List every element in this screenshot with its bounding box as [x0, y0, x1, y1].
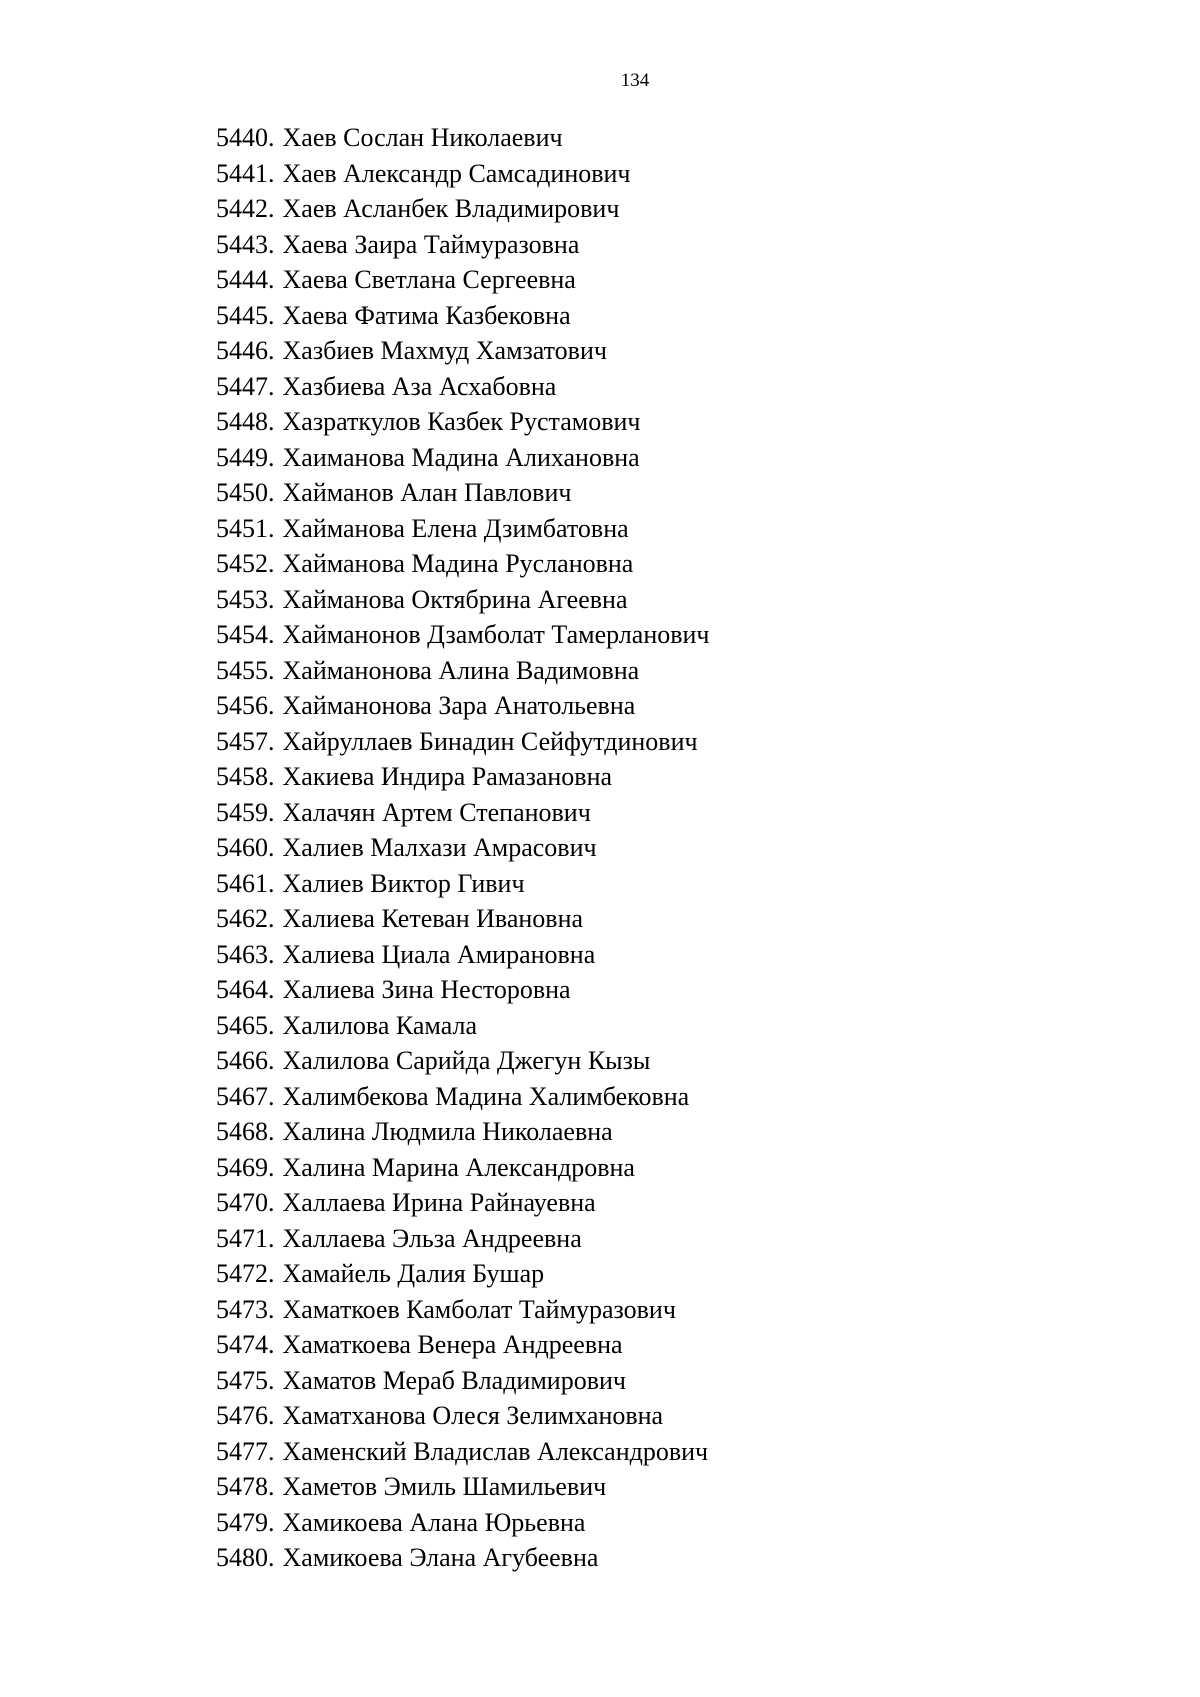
entry-name: Хайманонова Зара Анатольевна — [282, 691, 636, 720]
entry-number: 5472. — [216, 1259, 275, 1288]
list-item — [216, 511, 710, 547]
entry-name: Хаменский Владислав Александрович — [282, 1436, 709, 1466]
entry-number: 5468. — [216, 1117, 275, 1146]
list-item — [216, 546, 710, 582]
entry-number: 5473. — [216, 1294, 275, 1324]
entry-name: Хамайель Далия Бушар — [282, 1259, 545, 1288]
entry-number: 5462. — [216, 904, 275, 933]
list-item — [216, 475, 710, 511]
entry-number: 5460. — [216, 833, 275, 862]
entry-name: Халина Людмила Николаевна — [282, 1117, 613, 1146]
list-item — [216, 1469, 710, 1505]
entry-name: Хайманонов Дзамболат Тамерланович — [282, 620, 710, 649]
entry-name: Халиев Малхази Амрасович — [282, 833, 597, 862]
entry-name: Хамикоева Алана Юрьевна — [282, 1507, 586, 1537]
entry-number: 5459. — [216, 797, 275, 827]
entry-name: Халачян Артем Степанович — [282, 797, 591, 827]
list-item — [216, 1327, 710, 1363]
list-item — [216, 227, 710, 263]
entry-name: Халлаева Ирина Райнауевна — [282, 1188, 596, 1217]
entry-name: Хайманова Елена Дзимбатовна — [282, 513, 629, 543]
entry-name: Хаматханова Олеся Зелимхановна — [282, 1401, 664, 1430]
list-item — [216, 1363, 710, 1399]
entry-number: 5445. — [216, 300, 275, 330]
entry-name: Хайманов Алан Павлович — [282, 478, 572, 507]
entry-name: Хаматкоев Камболат Таймуразович — [282, 1294, 676, 1324]
entry-number: 5474. — [216, 1330, 275, 1359]
list-item — [216, 1434, 710, 1470]
entry-number: 5478. — [216, 1472, 275, 1501]
list-item — [216, 262, 710, 298]
entry-name: Халиева Зина Несторовна — [282, 975, 571, 1004]
entry-number: 5457. — [216, 726, 275, 756]
entry-number: 5447. — [216, 371, 275, 401]
entry-number: 5453. — [216, 584, 275, 614]
list-item — [216, 582, 710, 618]
entry-name: Халилова Камала — [282, 1010, 477, 1040]
list-item — [216, 1221, 710, 1257]
entry-name: Хаиманова Мадина Алихановна — [282, 442, 640, 472]
entry-name: Халимбекова Мадина Халимбековна — [282, 1081, 690, 1111]
entry-name: Хаметов Эмиль Шамильевич — [282, 1472, 607, 1501]
entry-number: 5479. — [216, 1507, 275, 1537]
entry-name: Хаматов Мераб Владимирович — [282, 1365, 626, 1395]
entry-number: 5442. — [216, 194, 275, 223]
entry-name: Халиева Циала Амирановна — [282, 939, 596, 969]
entry-name: Хазраткулов Казбек Рустамович — [282, 407, 641, 436]
list-item — [216, 1043, 710, 1079]
entry-number: 5470. — [216, 1188, 275, 1217]
entry-name: Хайманонова Алина Вадимовна — [282, 655, 640, 685]
entry-number: 5471. — [216, 1223, 275, 1253]
list-item — [216, 333, 710, 369]
entry-number: 5480. — [216, 1543, 275, 1572]
entry-name: Хайруллаев Бинадин Сейфутдинович — [282, 726, 698, 756]
list-item — [216, 1505, 710, 1541]
name-list — [216, 120, 710, 1576]
entry-number: 5477. — [216, 1436, 275, 1466]
page-number: 134 — [620, 70, 650, 91]
list-item — [216, 1079, 710, 1115]
entry-number: 5475. — [216, 1365, 275, 1395]
entry-name: Хаева Фатима Казбековна — [282, 300, 571, 330]
list-item — [216, 298, 710, 334]
list-item — [216, 1008, 710, 1044]
entry-name: Хаматкоева Венера Андреевна — [282, 1330, 623, 1359]
entry-number: 5476. — [216, 1401, 275, 1430]
list-item — [216, 901, 710, 937]
entry-number: 5464. — [216, 975, 275, 1004]
entry-number: 5467. — [216, 1081, 275, 1111]
entry-name: Халиев Виктор Гивич — [282, 868, 525, 898]
list-item — [216, 830, 710, 866]
list-item — [216, 795, 710, 831]
entry-name: Халилова Сарийда Джегун Кызы — [282, 1046, 651, 1075]
entry-name: Хаева Светлана Сергеевна — [282, 265, 576, 294]
entry-number: 5446. — [216, 336, 275, 365]
entry-number: 5452. — [216, 549, 275, 578]
list-item — [216, 1292, 710, 1328]
list-item — [216, 191, 710, 227]
list-item — [216, 1398, 710, 1434]
entry-number: 5461. — [216, 868, 275, 898]
list-item — [216, 653, 710, 689]
entry-number: 5463. — [216, 939, 275, 969]
entry-name: Хазбиев Махмуд Хамзатович — [282, 336, 607, 365]
entry-number: 5454. — [216, 620, 275, 649]
entry-name: Хамикоева Элана Агубеевна — [282, 1543, 599, 1572]
list-item — [216, 120, 710, 156]
entry-number: 5466. — [216, 1046, 275, 1075]
list-item — [216, 369, 710, 405]
entry-name: Хазбиева Аза Асхабовна — [282, 371, 557, 401]
list-item — [216, 937, 710, 973]
entry-name: Хаев Сослан Николаевич — [282, 123, 563, 152]
list-item — [216, 1114, 710, 1150]
list-item — [216, 1540, 710, 1576]
list-item — [216, 617, 710, 653]
entry-number: 5450. — [216, 478, 275, 507]
list-item — [216, 404, 710, 440]
entry-number: 5444. — [216, 265, 275, 294]
entry-number: 5441. — [216, 158, 275, 188]
entry-number: 5458. — [216, 762, 275, 791]
list-item — [216, 724, 710, 760]
list-item — [216, 688, 710, 724]
entry-number: 5443. — [216, 229, 275, 259]
list-item — [216, 759, 710, 795]
list-item — [216, 156, 710, 192]
list-item — [216, 972, 710, 1008]
entry-name: Хакиева Индира Рамазановна — [282, 762, 613, 791]
entry-number: 5465. — [216, 1010, 275, 1040]
entry-name: Халиева Кетеван Ивановна — [282, 904, 584, 933]
list-item — [216, 1185, 710, 1221]
entry-number: 5449. — [216, 442, 275, 472]
list-item — [216, 1150, 710, 1186]
entry-name: Хаев Асланбек Владимирович — [282, 194, 620, 223]
entry-number: 5440. — [216, 123, 275, 152]
entry-name: Хайманова Мадина Руслановна — [282, 549, 634, 578]
entry-name: Халина Марина Александровна — [282, 1152, 635, 1182]
list-item — [216, 866, 710, 902]
entry-name: Хаев Александр Самсадинович — [282, 158, 631, 188]
list-item — [216, 1256, 710, 1292]
entry-number: 5448. — [216, 407, 275, 436]
entry-name: Хайманова Октябрина Агеевна — [282, 584, 628, 614]
entry-name: Хаева Заира Таймуразовна — [282, 229, 580, 259]
entry-number: 5451. — [216, 513, 275, 543]
entry-number: 5455. — [216, 655, 275, 685]
list-item — [216, 440, 710, 476]
entry-number: 5469. — [216, 1152, 275, 1182]
entry-name: Халлаева Эльза Андреевна — [282, 1223, 582, 1253]
entry-number: 5456. — [216, 691, 275, 720]
